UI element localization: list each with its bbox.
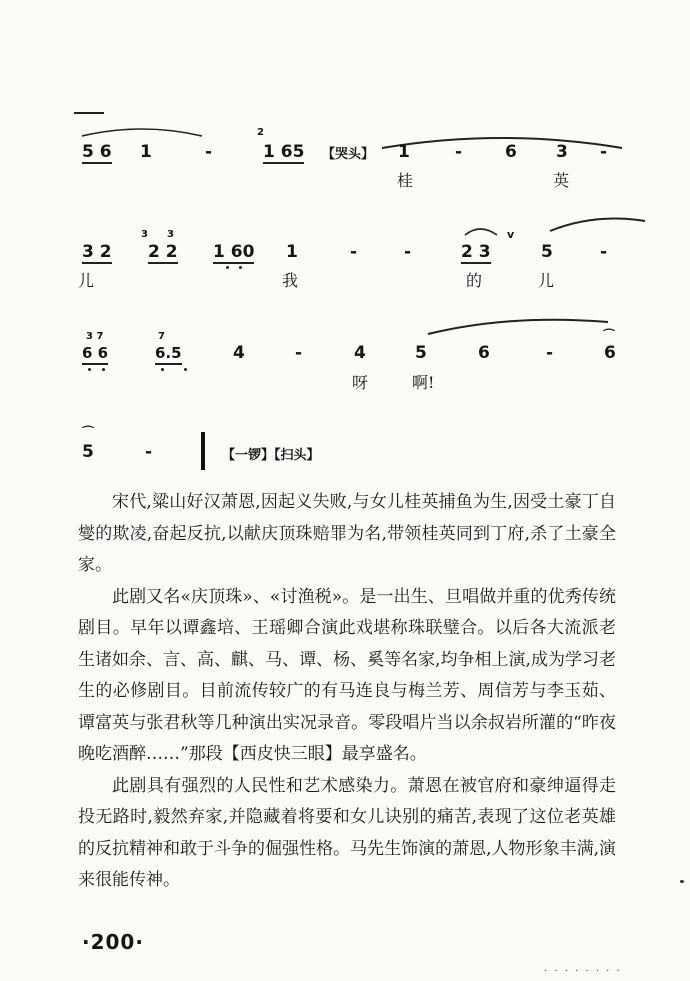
grace-note: 3 7	[86, 331, 104, 342]
paragraph: 此剧又名«庆顶珠»、«讨渔税»。是一出生、旦唱做并重的优秀传统剧目。早年以谭鑫培、王瑶卿合演此戏堪称珠联璧合。以后各大流派老生诸如余、言、高、麒、马、谭、杨、奚等名家,均争相上演,成为学习老生的必修剧目。目前流传较广的有马连良与梅兰芳、周信芳与李玉茹、谭富英与张君秋等几种演出实况录音。零段唱片当以余叔岩所灌的“昨夜晚吃酒醉……”那段【西皮快三眼】最享盛名。	[78, 586, 616, 764]
note-1-60: 1 60	[213, 242, 255, 262]
dash: -	[455, 142, 463, 162]
note-6-5: 6.5	[155, 344, 182, 365]
low-octave-dot	[184, 368, 187, 371]
lyric-wo: 我	[282, 271, 299, 290]
low-octave-dot	[161, 368, 164, 371]
paragraph: 宋代,粱山好汉萧恩,因起义失败,与女儿桂英捕鱼为生,因受土豪丁自燮的欺凌,奋起反抗,以献庆顶珠赔罪为名,带领桂英同到丁府,杀了土豪全家。	[78, 492, 616, 575]
lyric-gui: 桂	[397, 171, 414, 190]
note-6: 6	[505, 142, 517, 162]
note-4: 4	[233, 343, 245, 363]
lyric-er: 儿	[78, 271, 95, 290]
low-octave-dot	[239, 266, 242, 269]
music-notation	[0, 0, 690, 470]
footer-speckle: . . . . . . . .	[544, 963, 622, 974]
dash: -	[145, 442, 153, 462]
low-octave-dot	[226, 266, 229, 269]
final-barline	[201, 432, 205, 470]
slur-arc-row3	[420, 312, 620, 342]
bracket-kutou: 【哭头】	[322, 147, 375, 162]
body-text	[78, 487, 616, 897]
low-octave-dot	[102, 368, 105, 371]
dash: -	[350, 242, 358, 262]
fermata-mark: ⌒	[82, 425, 95, 439]
page-number: ·200·	[82, 930, 144, 954]
note-5: 5	[415, 343, 427, 363]
note-3-2: 3 2	[82, 242, 112, 262]
grace-note: 2	[257, 127, 264, 138]
slur-arcs-row2	[455, 205, 655, 245]
grace-note: 7	[158, 331, 165, 342]
note-1: 1	[140, 142, 152, 162]
note-2-3: 2 3	[461, 242, 491, 262]
lyric-de: 的	[466, 271, 483, 290]
note-2-2: 2 2	[148, 242, 178, 262]
bracket-luogu: 【一锣】【扫头】	[222, 448, 320, 463]
dash: -	[404, 242, 412, 262]
lyric-ya: 呀	[352, 373, 369, 392]
note-1: 1	[398, 142, 410, 162]
dash: -	[546, 343, 554, 363]
note-6: 6	[604, 343, 616, 363]
note-5-6: 5 6	[82, 142, 112, 162]
scan-speck	[680, 880, 684, 883]
grace-note: 3	[141, 229, 148, 240]
dash: -	[205, 142, 213, 162]
dash: -	[600, 142, 608, 162]
grace-note: 3	[167, 229, 174, 240]
note-1: 1	[286, 242, 298, 262]
paragraph: 此剧具有强烈的人民性和艺术感染力。萧恩在被官府和豪绅逼得走投无路时,毅然弃家,并隐藏着将要和女儿诀别的痛苦,表现了这位老英雄的反抗精神和敢于斗争的倔强性格。马先生饰演的萧恩,人物形象丰满,演来很能传神。	[78, 775, 616, 890]
fermata-mark: ⌒	[603, 328, 616, 342]
lyric-a: 啊!	[412, 373, 435, 392]
note-3: 3	[556, 142, 568, 162]
lyric-ying: 英	[553, 171, 570, 190]
lyric-er: 儿	[538, 271, 555, 290]
note-5: 5	[82, 442, 94, 462]
note-6: 6	[478, 343, 490, 363]
note-6-6: 6 6	[82, 344, 108, 365]
note-1-65: 1 65	[263, 142, 305, 162]
low-octave-dot	[88, 368, 91, 371]
dash: -	[600, 242, 608, 262]
note-5: 5	[541, 242, 553, 262]
dash: -	[295, 343, 303, 363]
breath-mark: v	[507, 228, 515, 241]
note-4: 4	[354, 343, 366, 363]
